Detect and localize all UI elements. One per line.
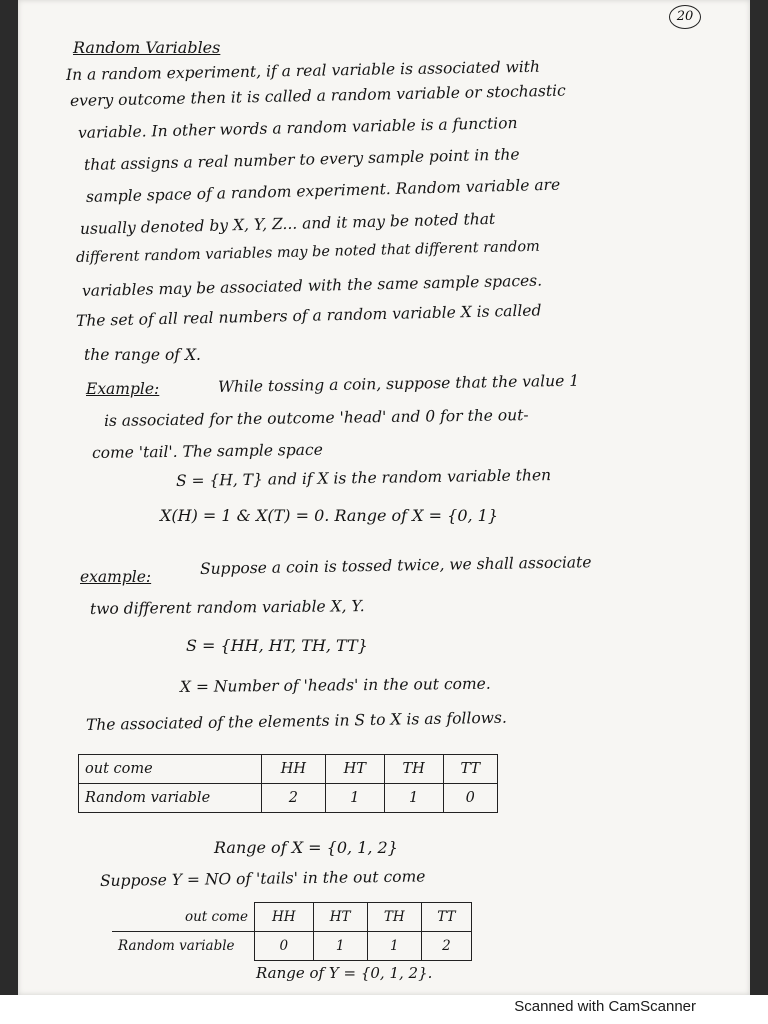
text-line: The associated of the elements in S to X is as follows. — [85, 708, 507, 734]
scanner-watermark: Scanned with CamScanner — [514, 998, 696, 1015]
table-row — [79, 784, 498, 813]
text-line: Suppose Y = NO of 'tails' in the out come — [99, 867, 426, 890]
text-line: The set of all real numbers of a random variable X is called — [75, 301, 542, 330]
table-cell: HT — [325, 755, 384, 784]
table-header-cell: Random variable — [112, 932, 255, 961]
table-row — [112, 903, 472, 932]
table-cell: 1 — [384, 784, 443, 813]
text-line: is associated for the outcome 'head' and 0 for the out- — [103, 406, 529, 430]
text-line: Suppose a coin is tossed twice, we shall associate — [199, 553, 592, 578]
table-cell: TT — [443, 755, 497, 784]
formula: Range of Y = {0, 1, 2}. — [256, 964, 433, 982]
table-cell: 1 — [313, 932, 367, 961]
text-line: X = Number of 'heads' in the out come. — [179, 674, 491, 696]
text-line: In a random experiment, if a real variable is associated with — [65, 57, 541, 84]
text-line: that assigns a real number to every sample point in the — [83, 145, 520, 174]
table-cell: 0 — [443, 784, 497, 813]
table-cell: TT — [421, 903, 471, 932]
text-line: usually denoted by X, Y, Z... and it may be noted that — [79, 209, 496, 238]
table-cell: 1 — [325, 784, 384, 813]
text-line: two different random variable X, Y. — [89, 597, 365, 618]
text-line: the range of X. — [84, 346, 201, 364]
text-line: every outcome then it is called a random variable or stochastic — [69, 81, 566, 110]
table-cell: TH — [367, 903, 421, 932]
formula: X(H) = 1 & X(T) = 0. Range of X = {0, 1} — [160, 506, 499, 525]
formula: S = {H, T} and if X is the random variable then — [175, 466, 552, 490]
page-title: Random Variables — [73, 38, 221, 57]
text-line: sample space of a random experiment. Random variable are — [85, 175, 561, 206]
table-cell: HH — [262, 755, 326, 784]
table-cell: HH — [255, 903, 314, 932]
table-cell: TH — [384, 755, 443, 784]
formula: S = {HH, HT, TH, TT} — [186, 636, 368, 655]
table-cell: 1 — [367, 932, 421, 961]
table-cell: 2 — [421, 932, 471, 961]
text-line: come 'tail'. The sample space — [91, 440, 323, 462]
example-label: example: — [80, 568, 152, 586]
text-line: variable. In other words a random variable is a function — [77, 114, 518, 142]
table-row — [112, 932, 472, 961]
outcome-table-y — [112, 902, 472, 961]
page-number: 20 — [669, 5, 701, 29]
table-header-cell: Random variable — [79, 784, 262, 813]
outcome-table-x — [78, 754, 498, 813]
text-line: different random variables may be noted that different random — [75, 238, 541, 266]
text-line: While tossing a coin, suppose that the value 1 — [217, 371, 580, 396]
example-label: Example: — [86, 380, 160, 398]
table-row — [79, 755, 498, 784]
text-line: variables may be associated with the same sample spaces. — [81, 271, 543, 300]
table-cell: HT — [313, 903, 367, 932]
table-cell: 2 — [262, 784, 326, 813]
table-cell: 0 — [255, 932, 314, 961]
table-header-cell: out come — [79, 755, 262, 784]
formula: Range of X = {0, 1, 2} — [214, 838, 398, 857]
table-header-cell: out come — [112, 903, 255, 932]
